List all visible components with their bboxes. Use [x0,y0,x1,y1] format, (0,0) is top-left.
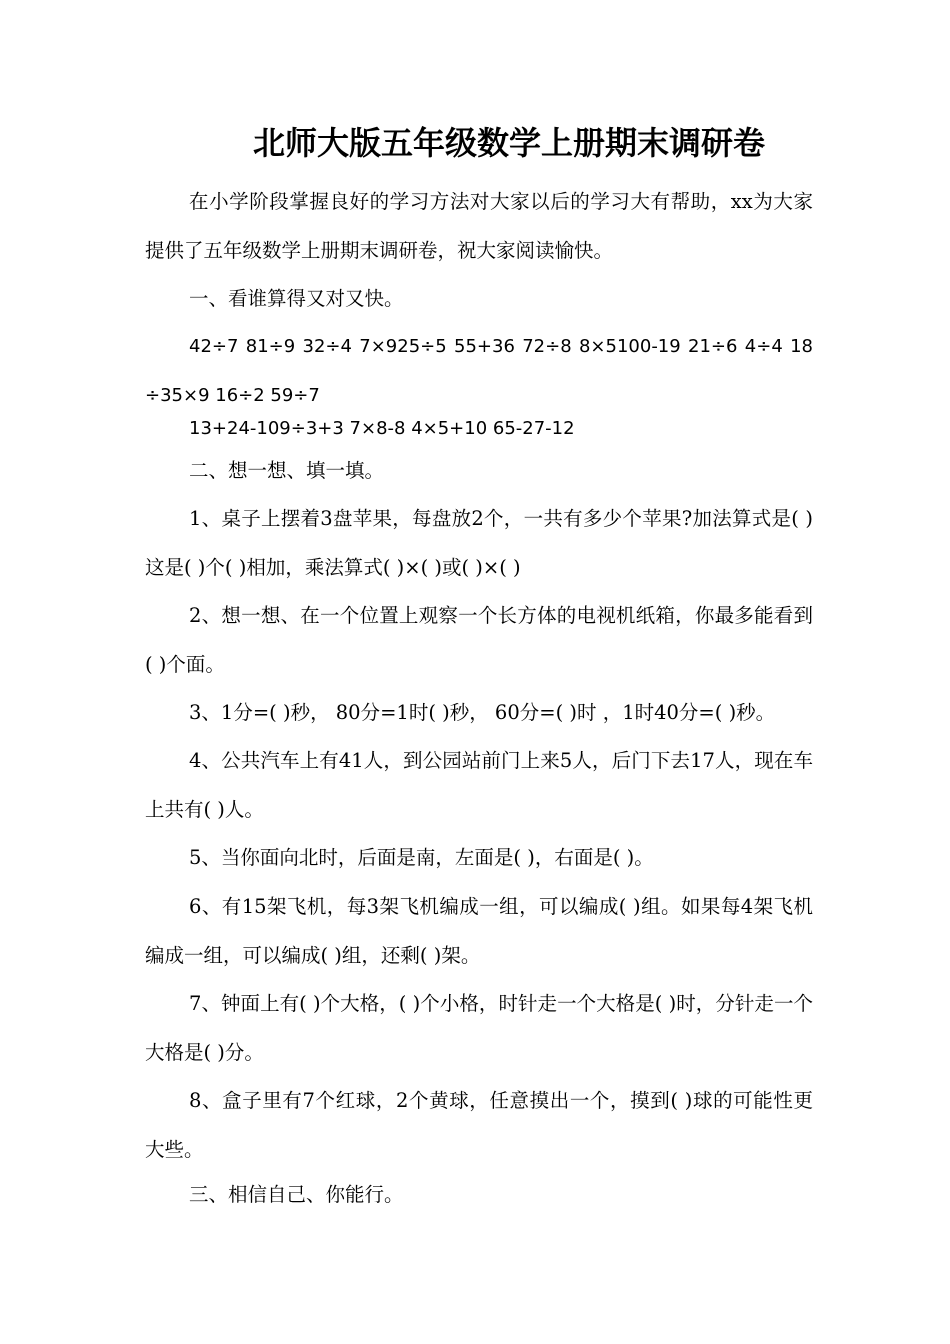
question-7: 7、钟面上有( )个大格，( )个小格，时针走一个大格是( )时，分针走一个大格是( )分。 [145,992,813,1064]
question-5: 5、当你面向北时，后面是南，左面是( )，右面是( )。 [189,846,654,869]
question-8: 8、盒子里有7个红球，2个黄球，任意摸出一个，摸到( )球的可能性更大些。 [145,1089,813,1161]
section-heading-1: 一、看谁算得又对又快。 [189,287,404,310]
intro-paragraph: 在小学阶段掌握良好的学习方法对大家以后的学习大有帮助，xx为大家提供了五年级数学上册期末调研卷，祝大家阅读愉快。 [145,190,813,262]
arithmetic-line-2: 13+24-109÷3+3 7×8-8 4×5+10 65-27-12 [189,418,575,439]
arithmetic-line-1: 42÷7 81÷9 32÷4 7×925÷5 55+36 72÷8 8×5100-19 21÷6 4÷4 18÷35×9 16÷2 59÷7 [145,336,813,406]
question-4: 4、公共汽车上有41人，到公园站前门上来5人，后门下去17人，现在车上共有( )人。 [145,749,813,821]
document-title: 北师大版五年级数学上册期末调研卷 [252,124,765,162]
section-heading-2: 二、想一想、填一填。 [189,459,385,482]
section-heading-3: 三、相信自己、你能行。 [189,1183,404,1206]
question-1: 1、桌子上摆着3盘苹果，每盘放2个，一共有多少个苹果?加法算式是( )这是( )个( )相加，乘法算式( )×( )或( )×( ) [145,507,813,579]
question-6: 6、有15架飞机，每3架飞机编成一组，可以编成( )组。如果每4架飞机编成一组，可以编成( )组，还剩( )架。 [145,895,813,967]
question-2: 2、想一想、在一个位置上观察一个长方体的电视机纸箱，你最多能看到( )个面。 [145,604,813,676]
question-3: 3、1分=( )秒， 80分=1时( )秒， 60分=( )时 ，1时40分=( )秒。 [189,701,776,724]
